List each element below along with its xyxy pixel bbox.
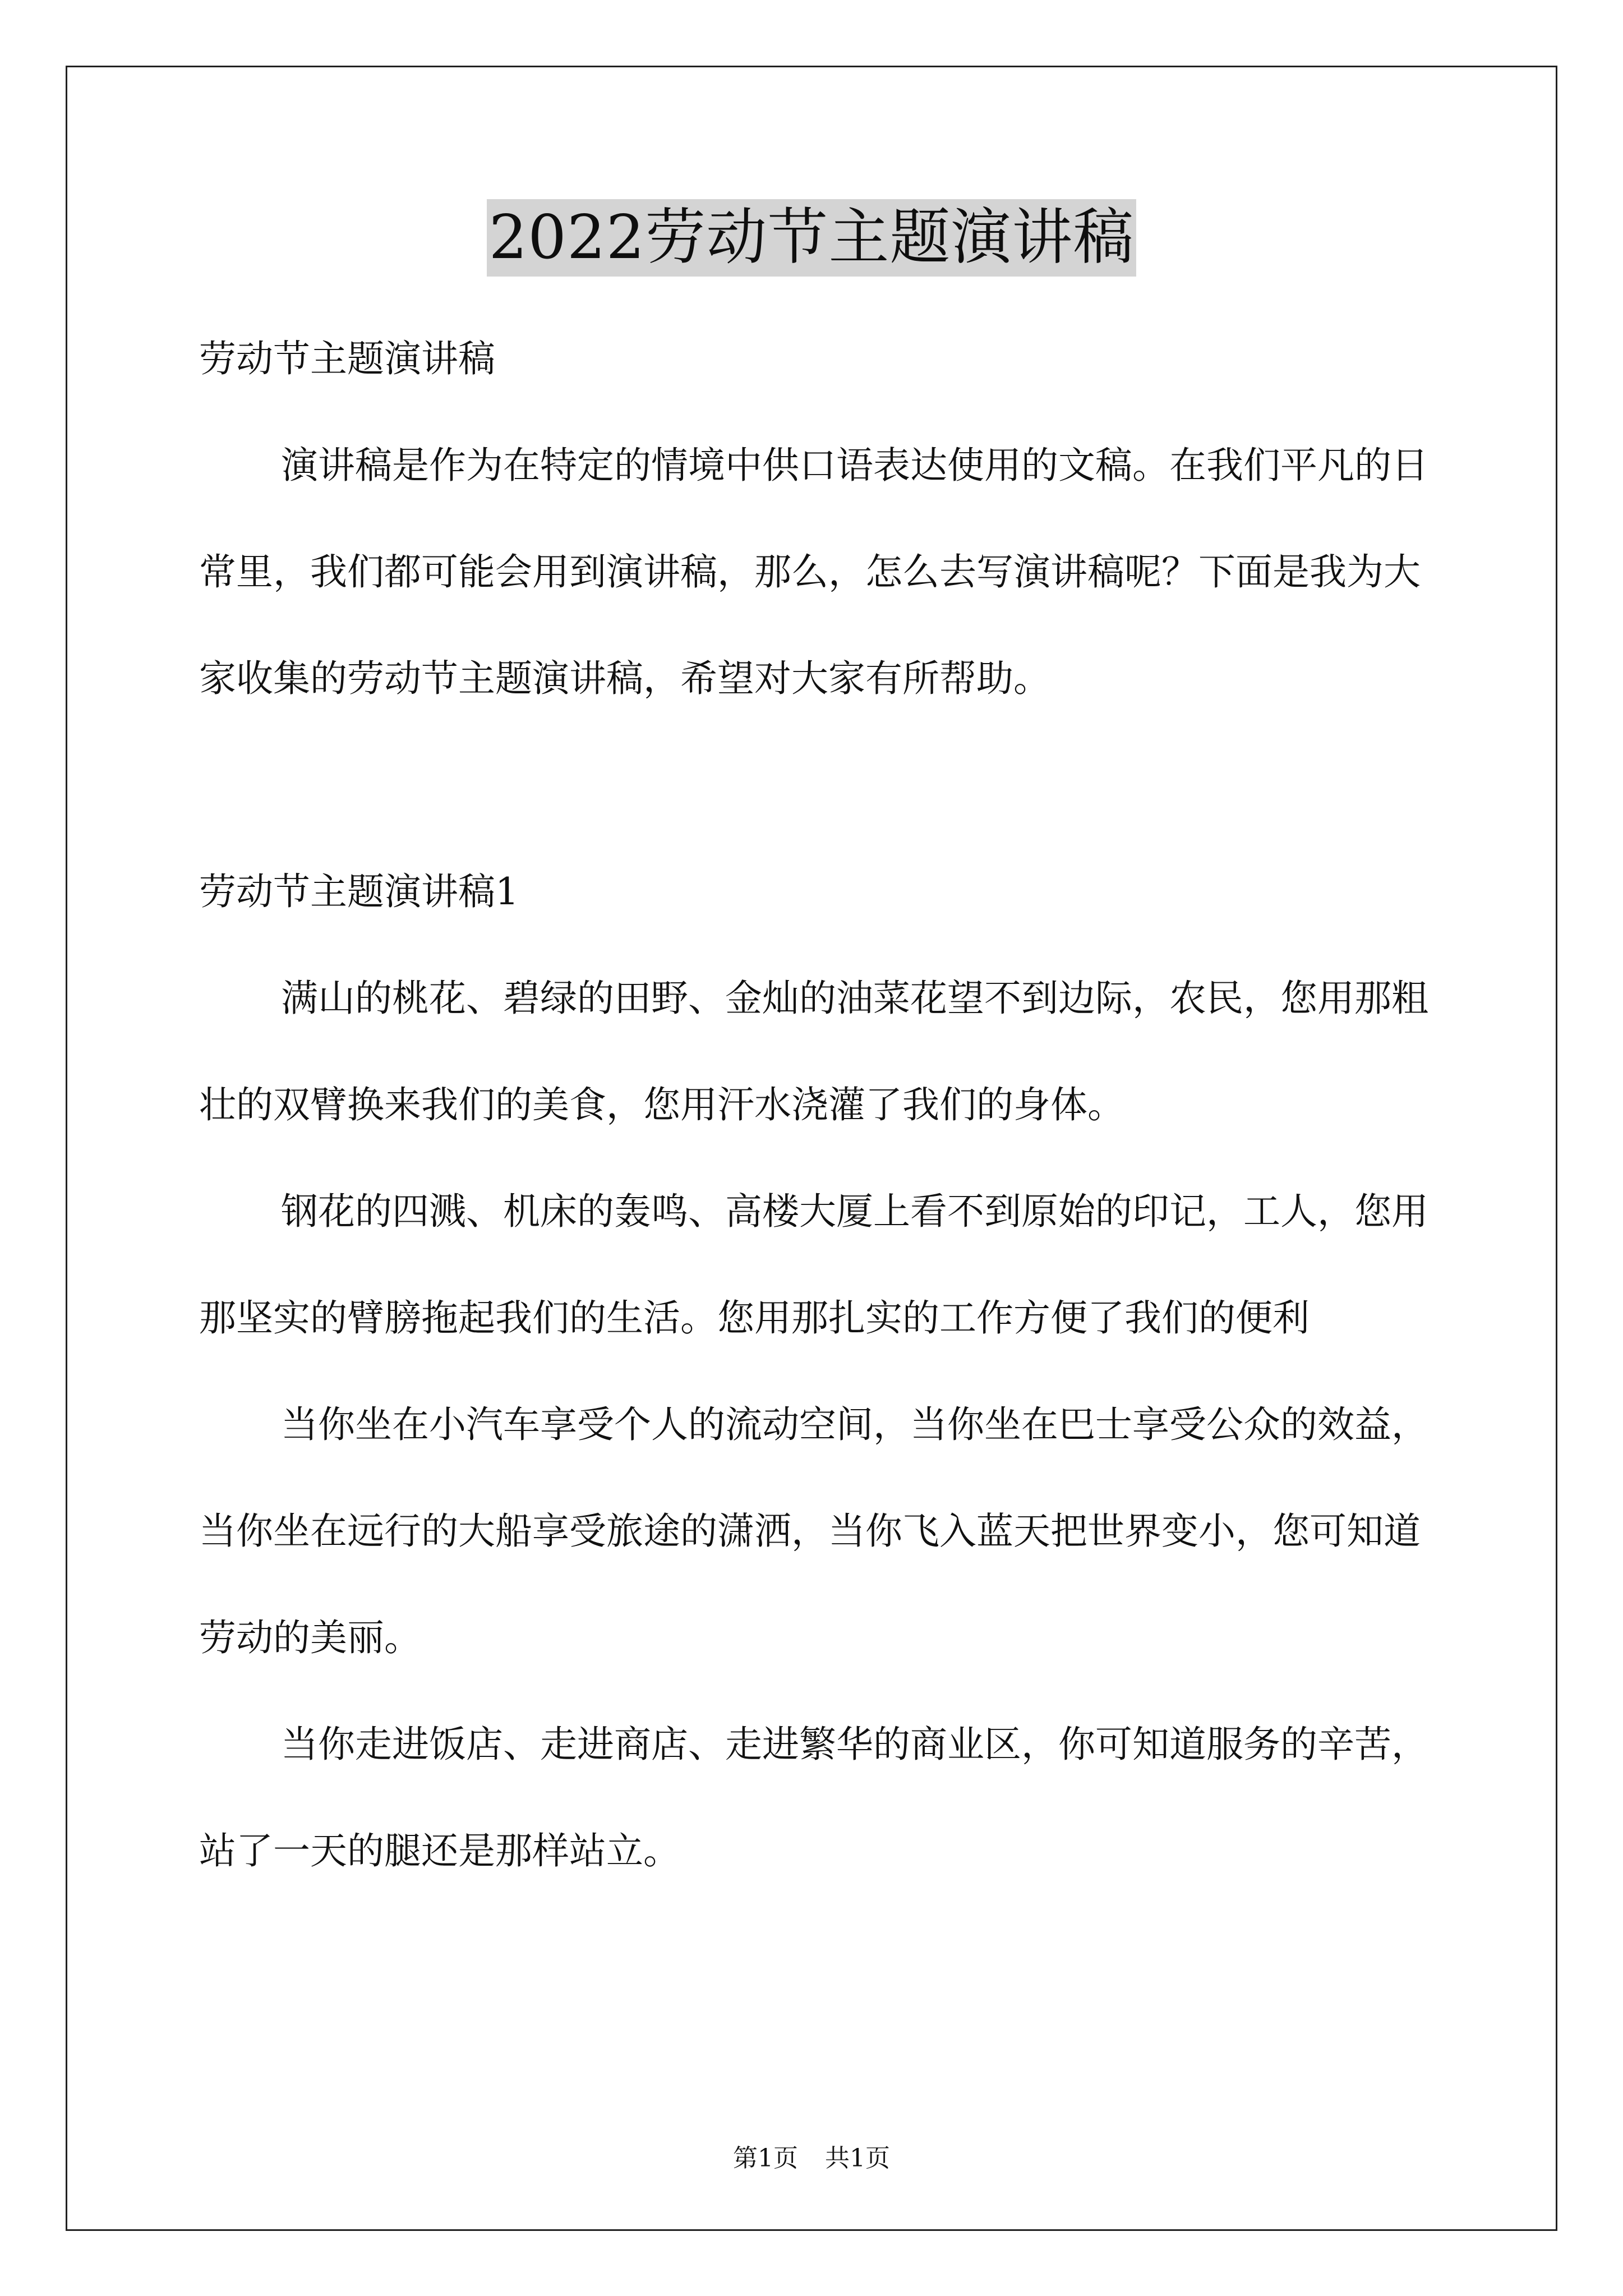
intro-heading: 劳动节主题演讲稿: [199, 337, 495, 380]
page-footer: [0, 2142, 1623, 2175]
blank-line: [199, 732, 1433, 839]
page-total-label: 共1页: [825, 2144, 890, 2173]
paragraph-service: 当你走进饭店、走进商店、走进繁华的商业区，你可知道服务的辛苦，站了一天的腿还是那样站立。: [199, 1723, 1428, 1872]
document-title: 2022劳动节主题演讲稿: [487, 199, 1137, 277]
intro-paragraph: 演讲稿是作为在特定的情境中供口语表达使用的文稿。在我们平凡的日常里，我们都可能会用到演讲稿，那么，怎么去写演讲稿呢？下面是我为大家收集的劳动节主题演讲稿，希望对大家有所帮助。: [199, 444, 1428, 700]
paragraph-farmers: 满山的桃花、碧绿的田野、金灿的油菜花望不到边际，农民，您用那粗壮的双臂换来我们的美食，您用汗水浇灌了我们的身体。: [199, 977, 1428, 1126]
paragraph-travel: 当你坐在小汽车享受个人的流动空间，当你坐在巴士享受公众的效益，当你坐在远行的大船享受旅途的潇洒，当你飞入蓝天把世界变小，您可知道劳动的美丽。: [199, 1403, 1428, 1659]
section-heading: 劳动节主题演讲稿1: [199, 870, 519, 913]
document-body: [199, 306, 1433, 1904]
title-container: [0, 199, 1623, 277]
page-current-label: 第1页: [733, 2144, 798, 2173]
paragraph-workers: 钢花的四溅、机床的轰鸣、高楼大厦上看不到原始的印记，工人，您用那坚实的臂膀拖起我们的生活。您用那扎实的工作方便了我们的便利: [199, 1190, 1428, 1340]
